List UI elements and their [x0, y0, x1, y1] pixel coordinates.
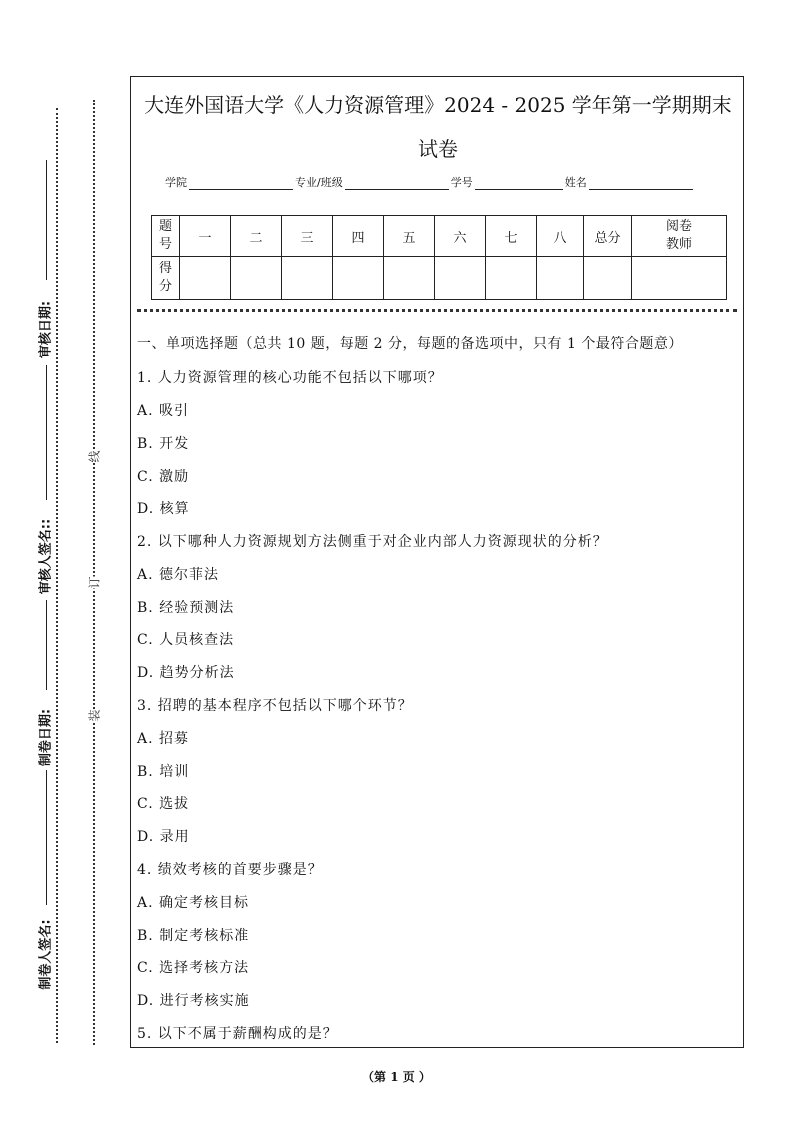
maker-sign-label: 制卷人签名:	[38, 919, 54, 990]
score-cell-3[interactable]	[282, 257, 333, 300]
score-cell-1[interactable]	[180, 257, 231, 300]
major-class-label: 专业/班级	[295, 176, 343, 189]
student-id-field[interactable]	[475, 177, 563, 190]
question-line: 1. 人力资源管理的核心功能不包括以下哪项？	[137, 370, 443, 386]
option-line: B. 制定考核标准	[137, 928, 250, 944]
review-date-label: 审核日期:	[38, 300, 54, 359]
margin-line-3	[46, 600, 47, 690]
margin-line-2	[46, 365, 47, 500]
option-line: C. 选择考核方法	[137, 960, 250, 976]
score-table-score-row	[152, 257, 727, 300]
score-cell-4[interactable]	[333, 257, 384, 300]
option-line: A. 招募	[137, 731, 190, 747]
make-date-label: 制卷日期:	[38, 708, 54, 767]
margin-line-top	[46, 160, 47, 280]
option-line: C. 选拔	[137, 796, 190, 812]
name-field[interactable]	[589, 177, 693, 190]
score-cell-7[interactable]	[486, 257, 537, 300]
margin-line-4	[46, 770, 47, 905]
grader-label: 阅卷 教师	[632, 216, 727, 257]
score-cell-6[interactable]	[435, 257, 486, 300]
col-header-7: 七	[486, 216, 537, 257]
section-heading: 一、单项选择题（总共 10 题，每题 2 分，每题的备选项中，只有 1 个最符合题意）	[137, 336, 683, 352]
name-label: 姓名	[564, 176, 587, 189]
score-cell-5[interactable]	[384, 257, 435, 300]
question-number-label: 题 号	[152, 216, 180, 257]
option-line: C. 激励	[137, 469, 190, 485]
question-line: 4. 绩效考核的首要步骤是？	[137, 862, 323, 878]
major-class-field[interactable]	[345, 177, 449, 190]
score-cell-8[interactable]	[537, 257, 584, 300]
student-id-label: 学号	[450, 176, 473, 189]
student-info-row	[165, 174, 695, 190]
college-label: 学院	[165, 176, 187, 189]
col-header-1: 一	[180, 216, 231, 257]
col-header-4: 四	[333, 216, 384, 257]
question-line: 2. 以下哪种人力资源规划方法侧重于对企业内部人力资源现状的分析？	[137, 534, 608, 550]
col-header-8: 八	[537, 216, 584, 257]
exam-title-line2: 试卷	[418, 137, 458, 161]
score-table-header-row	[152, 216, 727, 257]
binding-char-staple: 订	[87, 576, 102, 589]
score-table	[151, 215, 727, 300]
binding-char-fold: 装	[87, 709, 102, 722]
option-line: B. 经验预测法	[137, 600, 235, 616]
option-line: D. 进行考核实施	[137, 993, 250, 1009]
option-line: D. 核算	[137, 501, 190, 517]
binding-dotted-line	[93, 100, 95, 1045]
option-line: B. 开发	[137, 436, 190, 452]
score-cell-total[interactable]	[584, 257, 632, 300]
col-header-total: 总分	[584, 216, 632, 257]
option-line: B. 培训	[137, 764, 190, 780]
option-line: A. 吸引	[137, 403, 190, 419]
option-line: A. 确定考核目标	[137, 895, 250, 911]
score-label: 得 分	[152, 257, 180, 300]
col-header-2: 二	[231, 216, 282, 257]
col-header-3: 三	[282, 216, 333, 257]
option-line: A. 德尔菲法	[137, 567, 220, 583]
exam-title-line1: 大连外国语大学《人力资源管理》2024 - 2025 学年第一学期期末	[144, 93, 732, 117]
reviewer-sign-label: 审核人签名::	[38, 518, 54, 595]
option-line: D. 录用	[137, 829, 190, 845]
college-field[interactable]	[189, 177, 293, 190]
question-line: 3. 招聘的基本程序不包括以下哪个环节？	[137, 698, 413, 714]
margin-dotted-line-left	[56, 108, 58, 1043]
page-number: （第 1 页 ）	[362, 1070, 431, 1084]
question-line: 5. 以下不属于薪酬构成的是？	[137, 1026, 338, 1042]
binding-char-line: 线	[87, 450, 102, 463]
dotted-separator	[137, 309, 737, 312]
option-line: C. 人员核查法	[137, 632, 235, 648]
grader-cell[interactable]	[632, 257, 727, 300]
col-header-6: 六	[435, 216, 486, 257]
col-header-5: 五	[384, 216, 435, 257]
exam-paper-frame	[130, 76, 744, 1048]
score-cell-2[interactable]	[231, 257, 282, 300]
option-line: D. 趋势分析法	[137, 665, 235, 681]
